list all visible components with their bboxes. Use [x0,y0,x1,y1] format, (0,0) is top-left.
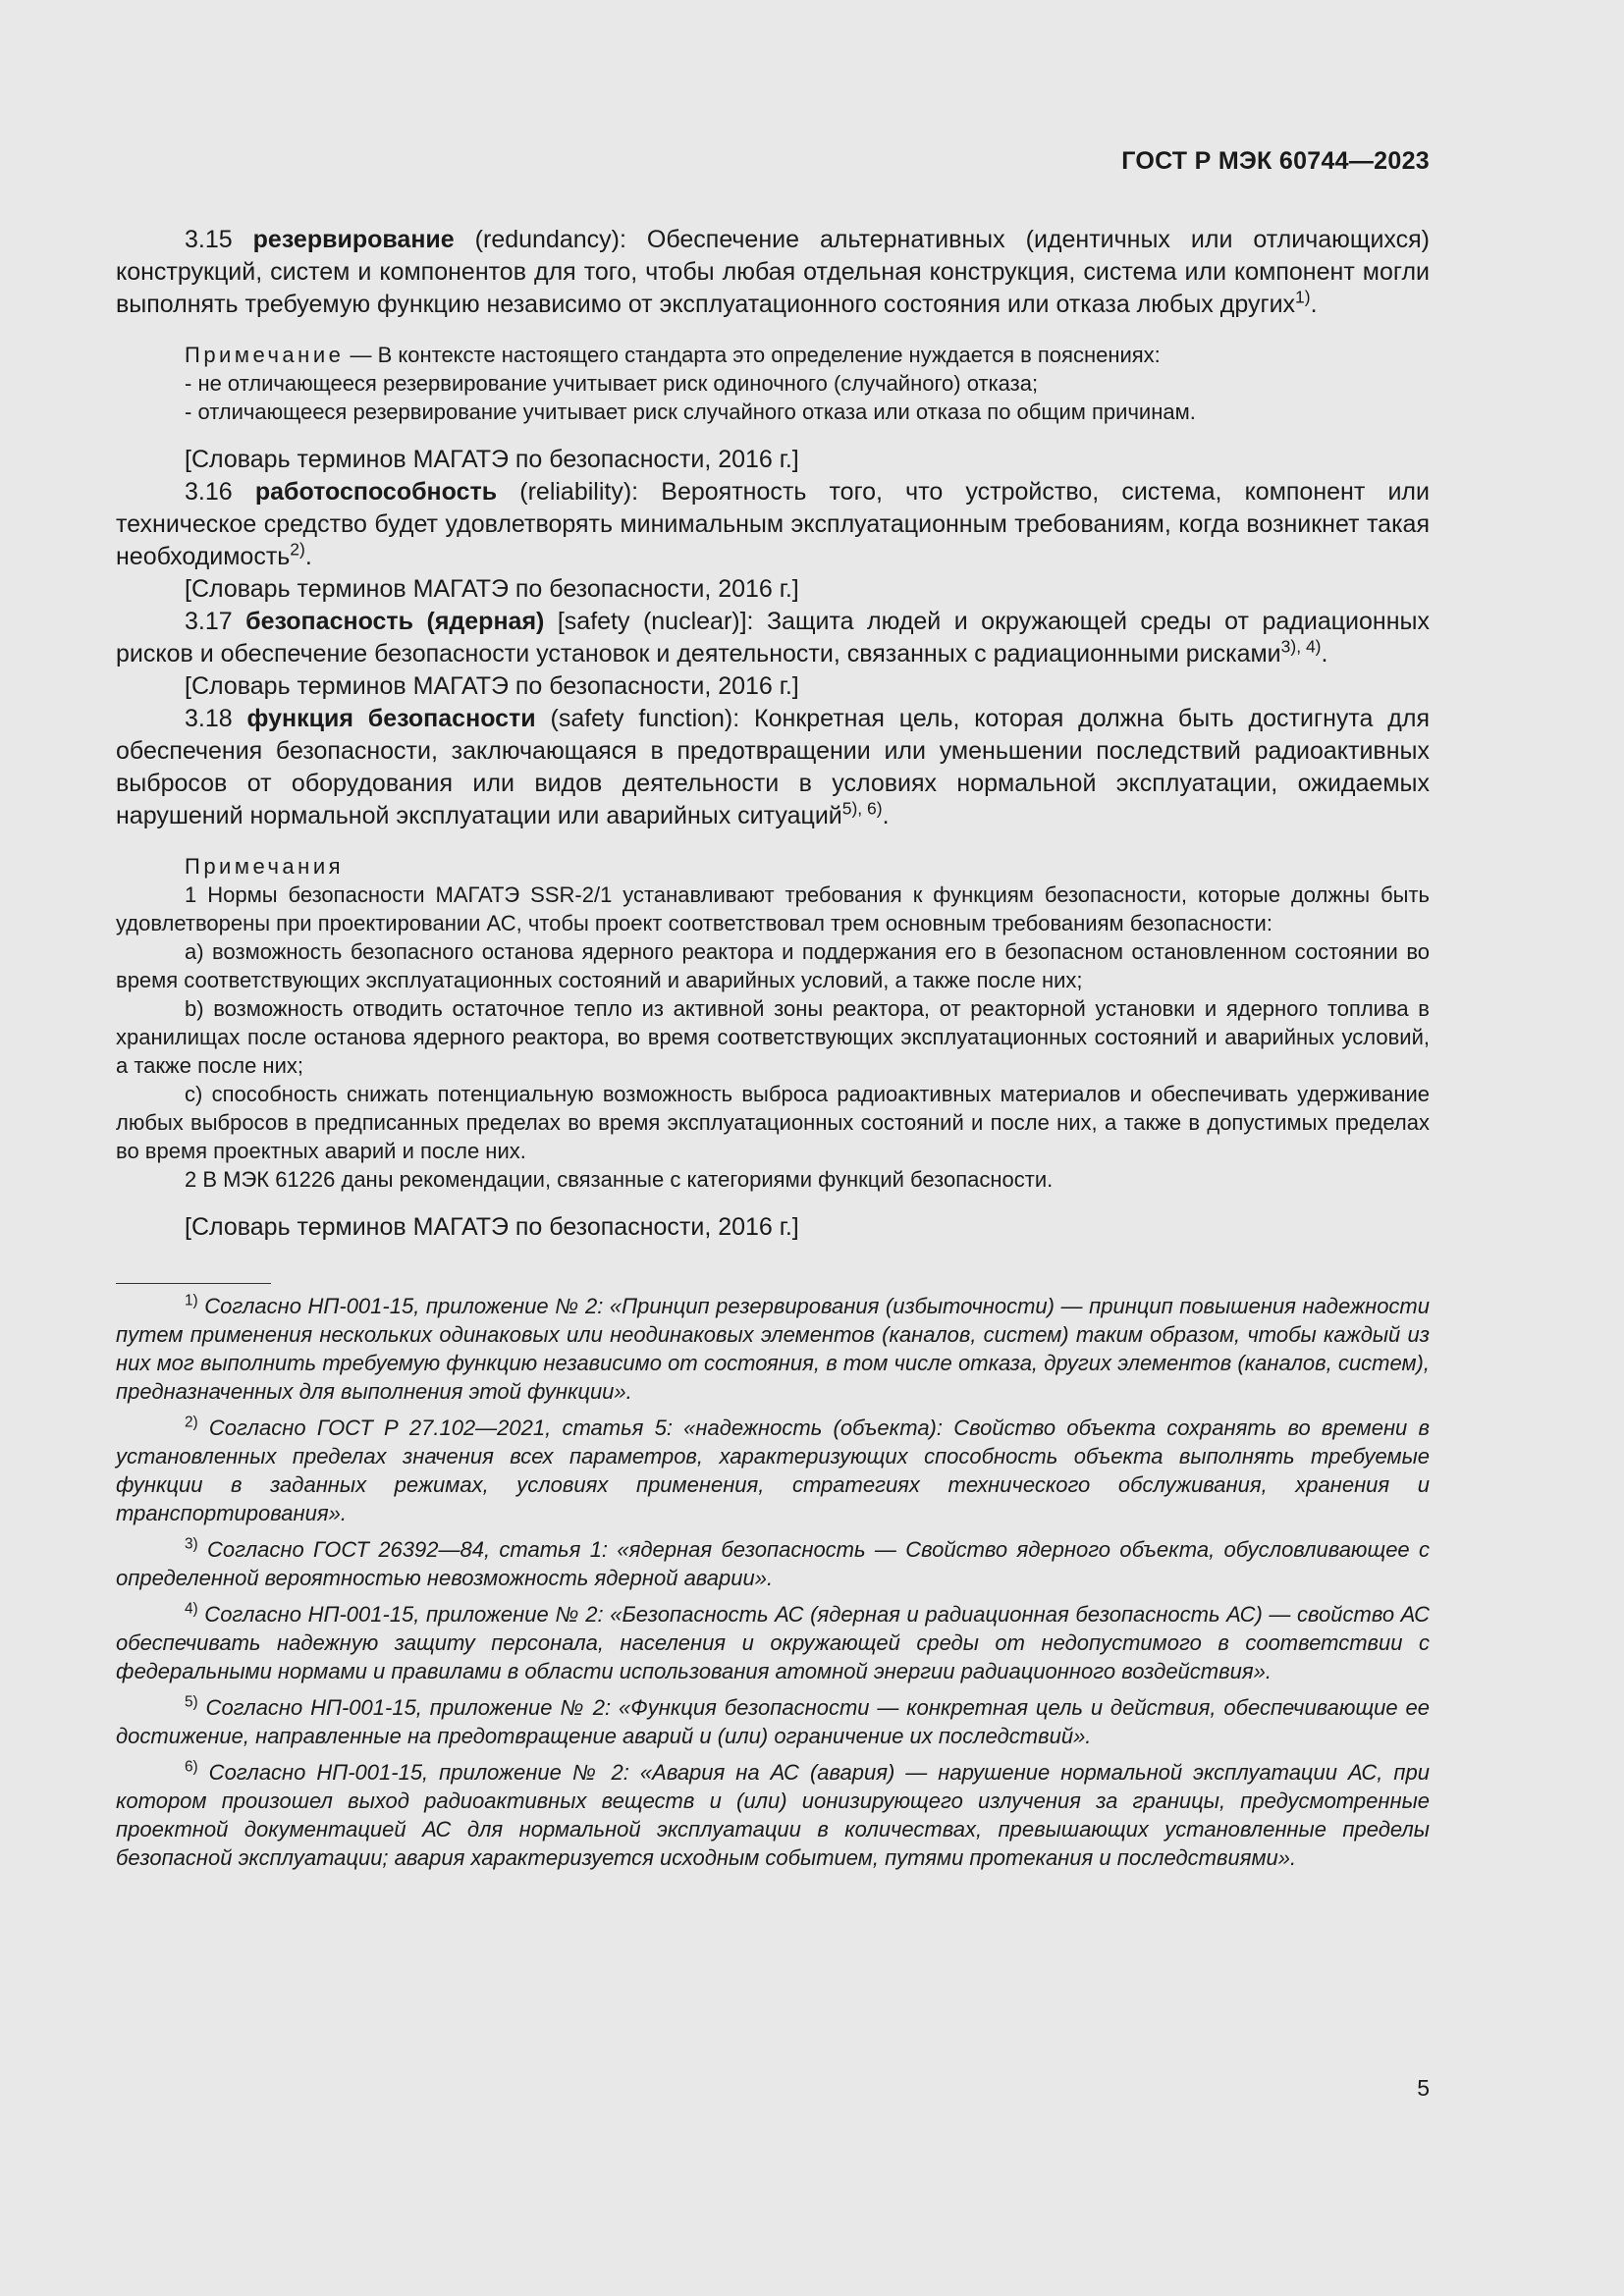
footnote-4 [116,1600,1430,1685]
footnote-5 [116,1693,1430,1750]
page-body [116,224,1430,1872]
source-reference: [Словарь терминов МАГАТЭ по безопасности, 2016 г.] [185,446,799,473]
note-heading [116,341,1430,369]
footnote-1 [116,1292,1430,1406]
note-label: Примечание [185,343,345,367]
note-2: 2 В МЭК 61226 даны рекомендации, связанные с категориями функций безопасности. [185,1167,1054,1192]
footnote-mark: 5) [185,1693,198,1711]
notes-label: Примечания [185,854,345,879]
note-3-15 [116,341,1430,426]
footnote-text: Согласно НП-001-15, приложение № 2: «Авария на АС (авария) — нарушение нормальной эксплуатации АС, при котором произошел выход радиоактивных веществ и (или) ионизирующего излучения за границы, предусмотренные проектной документацией АС для нормальной эксплуатации в количествах, превышающих установленные пределы безопасной эксплуатации; авария характеризуется исходным событием, путями протекания и последствиями». [116,1760,1430,1870]
term-number: 3.17 [185,608,233,635]
page-number: 5 [1417,2075,1430,2101]
term-definition: (redundancy): Обеспечение альтернативных (идентичных или отличающихся) конструкций, систем и компонентов для того, чтобы любая отдельная конструкция, система или компонент могли выполнять требуемую функцию независимо от эксплуатационного состояния или отказа любых других [116,226,1430,318]
term-name: безопасность (ядерная) [245,608,545,635]
term-name: резервирование [252,226,455,253]
note-dash: — [344,343,378,367]
footnote-3 [116,1535,1430,1592]
document-code-header: ГОСТ Р МЭК 60744—2023 [1121,147,1430,175]
note-1: 1 Нормы безопасности МАГАТЭ SSR-2/1 устанавливают требования к функциям безопасности, которые должны быть удовлетворены при проектировании АС, чтобы проект соответствовал трем основным требованиям безопасности: [116,882,1430,935]
term-3-15 [116,224,1430,321]
term-definition: [safety (nuclear)]: Защита людей и окружающей среды от радиационных рисков и обеспечение безопасности установок и деятельности, связанных с радиационными рисками [116,608,1430,667]
term-end: . [1310,291,1318,318]
term-3-16 [116,476,1430,573]
footnote-2 [116,1414,1430,1527]
footnote-mark: 3) [185,1535,198,1553]
note-item-c: c) способность снижать потенциальную возможность выброса радиоактивных материалов и обеспечивать удерживание любых выбросов в предписанных пределах во время эксплуатационных состояний и после них, а также в допустимых пределах во время проектных аварий и после них. [116,1082,1430,1163]
notes-heading [116,852,1430,881]
term-end: . [1321,640,1328,667]
footnote-mark: 1) [185,1292,198,1309]
term-number: 3.15 [185,226,233,253]
footnote-text: Согласно НП-001-15, приложение № 2: «Безопасность АС (ядерная и радиационная безопасность АС) — свойство АС обеспечивать надежную защиту персонала, населения и окружающей среды от недопустимого в соответствии с федеральными нормами и правилами в области использования атомной энергии радиационного воздействия». [116,1602,1430,1683]
source-reference: [Словарь терминов МАГАТЭ по безопасности, 2016 г.] [185,672,799,700]
term-3-18 [116,703,1430,832]
note-line-2: - отличающееся резервирование учитывает риск случайного отказа или отказа по общим причинам. [185,400,1196,424]
notes-3-18 [116,852,1430,1194]
footnote-mark: 6) [185,1758,198,1776]
footnote-text: Согласно ГОСТ Р 27.102—2021, статья 5: «надежность (объекта): Свойство объекта сохранять во времени в установленных пределах значения всех параметров, характеризующих способность объекта выполнять требуемые функции в заданных режимах, условиях применения, стратегиях технического обслуживания, хранения и транспортирования». [116,1415,1430,1525]
term-end: . [304,543,312,570]
term-definition: (reliability): Вероятность того, что устройство, система, компонент или техническое средство будет удовлетворять минимальным эксплуатационным требованиям, когда возникнет такая необходимость [116,478,1430,570]
footnote-text: Согласно НП-001-15, приложение № 2: «Принцип резервирования (избыточности) — принцип повышения надежности путем применения нескольких одинаковых или неодинаковых элементов (каналов, систем) таким образом, чтобы каждый из них мог выполнить требуемую функцию независимо от состояния, в том числе отказа, других элементов (каналов, систем), предназначенных для выполнения этой функции». [116,1294,1430,1404]
footnote-separator [116,1283,271,1284]
footnote-ref: 5), 6) [841,798,883,819]
term-number: 3.18 [185,705,233,732]
source-reference: [Словарь терминов МАГАТЭ по безопасности, 2016 г.] [185,575,799,603]
footnote-text: Согласно НП-001-15, приложение № 2: «Функция безопасности — конкретная цель и действия, обеспечивающие ее достижение, направленные на предотвращение аварий и (или) ограничение их последствий». [116,1695,1430,1748]
footnote-text: Согласно ГОСТ 26392—84, статья 1: «ядерная безопасность — Свойство ядерного объекта, обусловливающее с определенной вероятностью невозможность ядерной аварии». [116,1537,1430,1590]
term-end: . [882,802,890,829]
term-name: функция безопасности [246,705,536,732]
footnote-ref: 1) [1295,287,1311,307]
footnote-ref: 2) [290,539,305,560]
source-reference: [Словарь терминов МАГАТЭ по безопасности, 2016 г.] [185,1213,799,1241]
note-item-a: a) возможность безопасного останова ядерного реактора и поддержания его в безопасном остановленном состоянии во время соответствующих эксплуатационных состояний и аварийных условий, а также после них; [116,939,1430,992]
footnote-mark: 4) [185,1600,198,1618]
note-line-1: - не отличающееся резервирование учитывает риск одиночного (случайного) отказа; [185,371,1039,396]
term-number: 3.16 [185,478,233,506]
footnotes [116,1292,1430,1872]
footnote-6 [116,1758,1430,1872]
note-item-b: b) возможность отводить остаточное тепло из активной зоны реактора, от реакторной установки и ядерного топлива в хранилищах после останова ядерного реактора, во время соответствующих эксплуатационных состояний и аварийных условий, а также после них; [116,996,1430,1078]
note-text: В контексте настоящего стандарта это определение нуждается в пояснениях: [377,343,1161,367]
term-name: работоспособность [254,478,498,506]
term-3-17 [116,606,1430,670]
footnote-mark: 2) [185,1414,198,1431]
term-definition: (safety function): Конкретная цель, которая должна быть достигнута для обеспечения безопасности, заключающаяся в предотвращении или уменьшении последствий радиоактивных выбросов от оборудования или видов деятельности в условиях нормальной эксплуатации, ожидаемых нарушений нормальной эксплуатации или аварийных ситуаций [116,705,1431,829]
footnote-ref: 3), 4) [1280,636,1322,657]
